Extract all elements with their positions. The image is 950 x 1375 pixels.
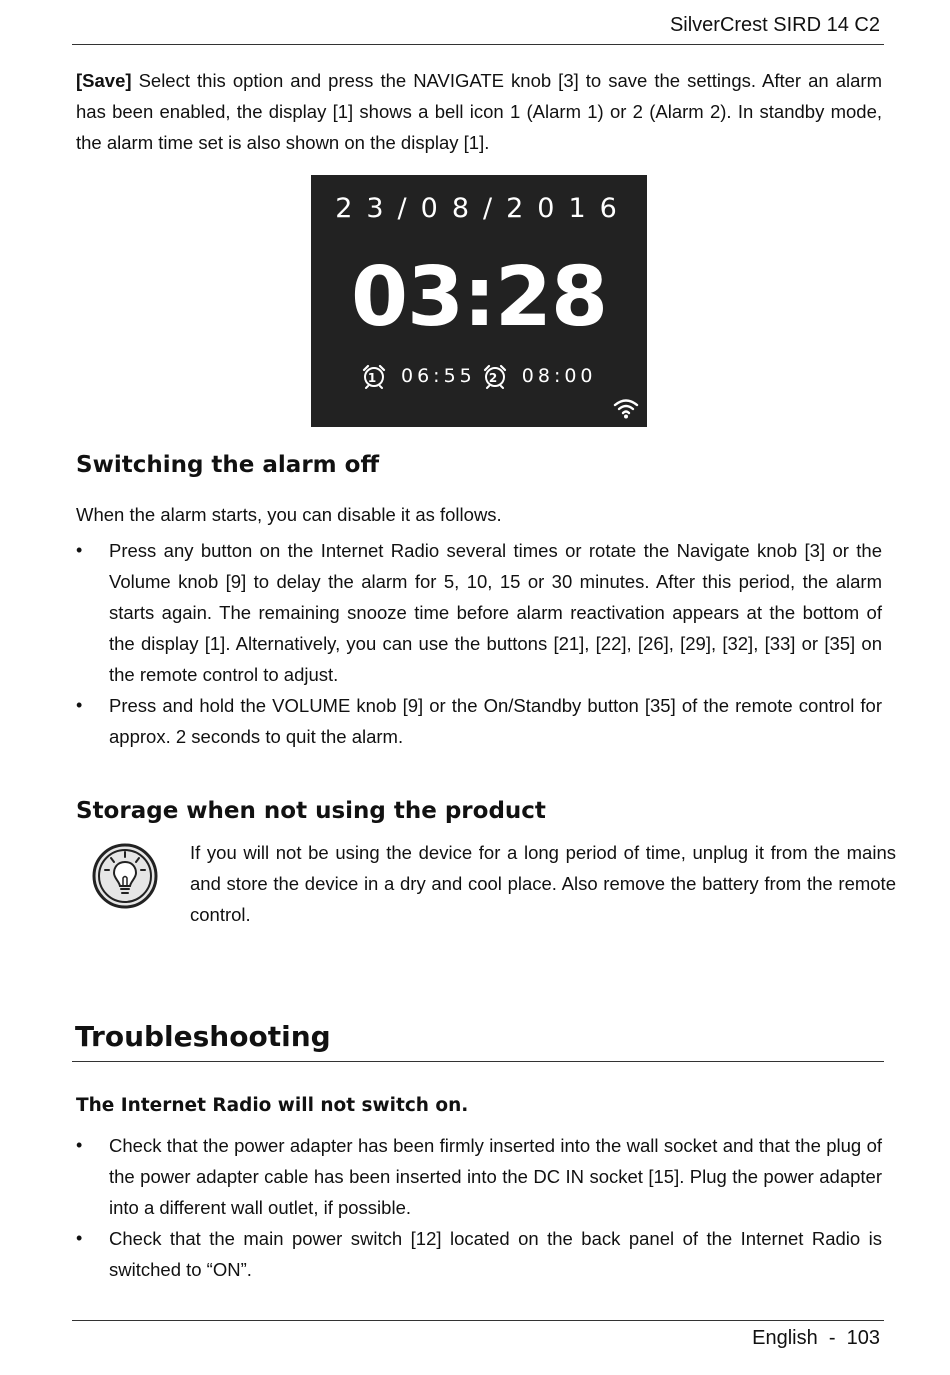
wifi-icon xyxy=(613,397,639,419)
alarm-clock-icon xyxy=(361,363,387,389)
display-alarms xyxy=(361,361,603,391)
display-date: 23/08/2016 xyxy=(335,193,631,224)
save-paragraph xyxy=(76,65,882,158)
page-footer: English - 103 xyxy=(752,1327,880,1349)
alarm2-number: 2 xyxy=(488,371,501,385)
alarm2-time: 08:00 xyxy=(521,365,597,387)
display-time: 03:28 xyxy=(350,250,607,345)
list-item: • Check that the main power switch [12] located on the back panel of the Internet Radio is switched to “ON”. xyxy=(76,1223,882,1285)
troubleshooting-list xyxy=(76,1130,882,1285)
header-divider xyxy=(72,44,884,45)
alarm1-number: 1 xyxy=(367,371,381,385)
page-header-title: SilverCrest SIRD 14 C2 xyxy=(669,14,880,36)
alarm1-time: 06:55 xyxy=(401,365,476,387)
storage-text: If you will not be using the device for a long period of time, unplug it from the mains and store the device in a dry and cool place. Also remove the battery from the remote control. xyxy=(190,842,896,925)
list-item: • Check that the power adapter has been firmly inserted into the wall socket and that the plug of the power adapter cable has been inserted into the DC IN socket [15]. Plug the power adapter into a different wall outlet, if possible. xyxy=(76,1130,882,1223)
section-divider xyxy=(72,1061,884,1062)
storage-heading: Storage when not using the product xyxy=(76,798,546,824)
alarm-off-list xyxy=(76,535,882,752)
alarm-off-intro: When the alarm starts, you can disable it as follows. xyxy=(76,504,502,525)
radio-display-illustration xyxy=(311,175,647,427)
troubleshooting-subheading: The Internet Radio will not switch on. xyxy=(76,1095,469,1116)
troubleshooting-heading: Troubleshooting xyxy=(75,1020,331,1053)
save-description: Select this option and press the NAVIGATE knob [3] to save the settings. After an alarm has been enabled, the display [1] shows a bell icon 1 (Alarm 1) or 2 (Alarm 2). In standby mode, the alarm time set is also shown on the display [1]. xyxy=(76,70,882,153)
list-item: • Press any button on the Internet Radio several times or rotate the Navigate knob [3] or the Volume knob [9] to delay the alarm for 5, 10, 15 or 30 minutes. After this period, the alarm starts again. The remaining snooze time before alarm reactivation appears at the bottom of the display [1]. Alternatively, you can use the buttons [21], [22], [26], [29], [32], [33] or [35] on the remote control to adjust. xyxy=(76,535,882,690)
alarm-off-heading: Switching the alarm off xyxy=(76,452,380,478)
list-item: • Press and hold the VOLUME knob [9] or the On/Standby button [35] of the remote control for approx. 2 seconds to quit the alarm. xyxy=(76,690,882,752)
save-label: [Save] xyxy=(76,70,132,91)
lightbulb-icon xyxy=(90,840,160,912)
alarm-clock-icon xyxy=(482,363,508,389)
footer-divider xyxy=(72,1320,884,1321)
